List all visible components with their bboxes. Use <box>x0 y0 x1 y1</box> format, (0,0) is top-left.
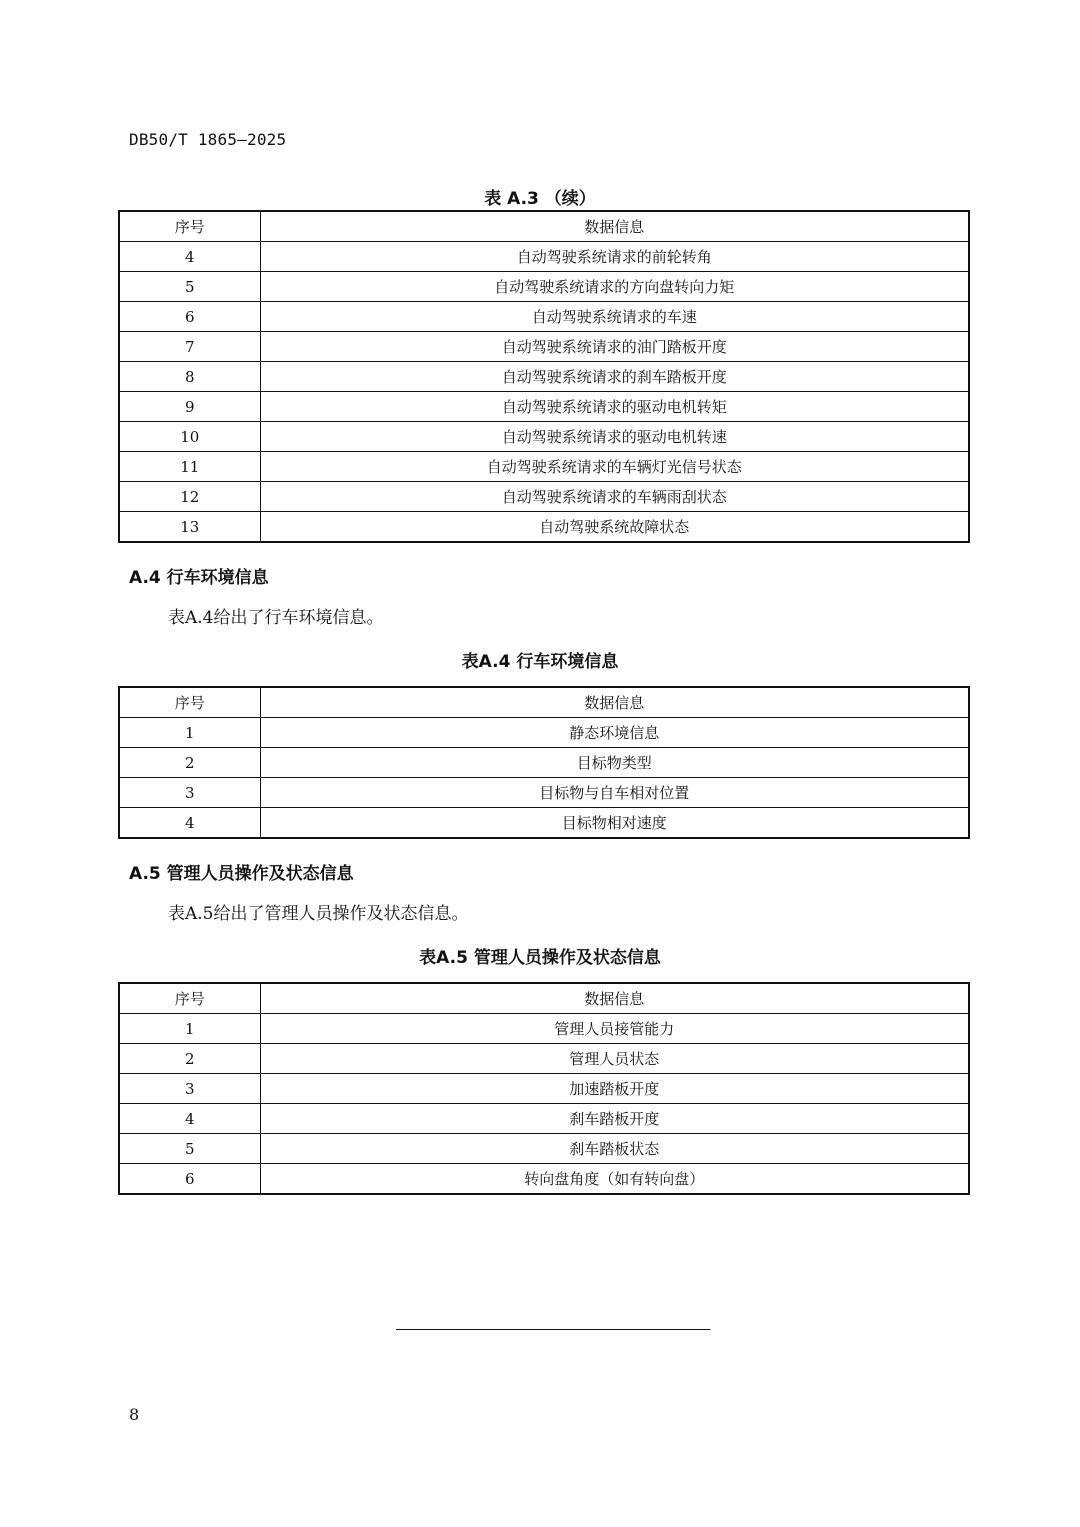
table-a4 <box>118 686 970 839</box>
row-data-cell: 刹车踏板开度 <box>260 1104 969 1134</box>
row-data-cell: 目标物类型 <box>260 748 969 778</box>
row-data-cell: 自动驾驶系统请求的方向盘转向力矩 <box>260 272 969 302</box>
table-row <box>119 1044 969 1074</box>
table-row <box>119 272 969 302</box>
table-header-row <box>119 983 969 1014</box>
row-index-cell: 13 <box>119 512 260 543</box>
row-data-cell: 目标物相对速度 <box>260 808 969 839</box>
row-data-cell: 转向盘角度（如有转向盘） <box>260 1164 969 1195</box>
section-a4-heading: A.4 行车环境信息 <box>129 568 269 588</box>
row-index-cell: 2 <box>119 748 260 778</box>
row-index-cell: 5 <box>119 1134 260 1164</box>
table-row <box>119 242 969 272</box>
row-data-cell: 自动驾驶系统请求的车辆灯光信号状态 <box>260 452 969 482</box>
table-row <box>119 1074 969 1104</box>
row-index-cell: 12 <box>119 482 260 512</box>
column-header-data: 数据信息 <box>260 211 969 242</box>
table-row <box>119 1164 969 1195</box>
row-data-cell: 自动驾驶系统请求的车速 <box>260 302 969 332</box>
table-row <box>119 808 969 839</box>
table-row <box>119 748 969 778</box>
table-a5-caption: 表A.5 管理人员操作及状态信息 <box>419 948 661 968</box>
column-header-index: 序号 <box>119 687 260 718</box>
table-row <box>119 302 969 332</box>
row-index-cell: 4 <box>119 242 260 272</box>
table-header-row <box>119 211 969 242</box>
row-index-cell: 5 <box>119 272 260 302</box>
row-index-cell: 11 <box>119 452 260 482</box>
column-header-data: 数据信息 <box>260 687 969 718</box>
table-row <box>119 392 969 422</box>
row-index-cell: 2 <box>119 1044 260 1074</box>
table-row <box>119 1014 969 1044</box>
table-row <box>119 422 969 452</box>
table-header-row <box>119 687 969 718</box>
table-a3-caption: 表 A.3 （续） <box>484 189 596 209</box>
row-data-cell: 自动驾驶系统请求的油门踏板开度 <box>260 332 969 362</box>
table-row <box>119 778 969 808</box>
row-data-cell: 自动驾驶系统请求的前轮转角 <box>260 242 969 272</box>
row-index-cell: 10 <box>119 422 260 452</box>
footer-divider <box>396 1329 710 1330</box>
row-index-cell: 4 <box>119 1104 260 1134</box>
section-a5-heading: A.5 管理人员操作及状态信息 <box>129 864 354 884</box>
table-row <box>119 332 969 362</box>
table-a4-caption: 表A.4 行车环境信息 <box>461 652 619 672</box>
row-data-cell: 静态环境信息 <box>260 718 969 748</box>
row-data-cell: 管理人员状态 <box>260 1044 969 1074</box>
table-a3 <box>118 210 970 543</box>
page-number: 8 <box>129 1405 140 1424</box>
section-a4-paragraph: 表A.4给出了行车环境信息。 <box>168 608 384 628</box>
row-index-cell: 6 <box>119 1164 260 1195</box>
table-row <box>119 452 969 482</box>
row-data-cell: 加速踏板开度 <box>260 1074 969 1104</box>
table-row <box>119 1134 969 1164</box>
row-index-cell: 3 <box>119 1074 260 1104</box>
row-index-cell: 1 <box>119 1014 260 1044</box>
column-header-index: 序号 <box>119 211 260 242</box>
row-index-cell: 6 <box>119 302 260 332</box>
row-index-cell: 8 <box>119 362 260 392</box>
row-data-cell: 自动驾驶系统请求的车辆雨刮状态 <box>260 482 969 512</box>
table-a5 <box>118 982 970 1195</box>
table-row <box>119 512 969 543</box>
row-index-cell: 3 <box>119 778 260 808</box>
row-data-cell: 目标物与自车相对位置 <box>260 778 969 808</box>
section-a5-paragraph: 表A.5给出了管理人员操作及状态信息。 <box>168 904 469 924</box>
row-data-cell: 管理人员接管能力 <box>260 1014 969 1044</box>
row-data-cell: 自动驾驶系统故障状态 <box>260 512 969 543</box>
column-header-data: 数据信息 <box>260 983 969 1014</box>
row-index-cell: 1 <box>119 718 260 748</box>
row-index-cell: 4 <box>119 808 260 839</box>
row-index-cell: 9 <box>119 392 260 422</box>
table-row <box>119 482 969 512</box>
row-index-cell: 7 <box>119 332 260 362</box>
row-data-cell: 刹车踏板状态 <box>260 1134 969 1164</box>
row-data-cell: 自动驾驶系统请求的驱动电机转速 <box>260 422 969 452</box>
table-row <box>119 1104 969 1134</box>
row-data-cell: 自动驾驶系统请求的刹车踏板开度 <box>260 362 969 392</box>
table-row <box>119 362 969 392</box>
column-header-index: 序号 <box>119 983 260 1014</box>
row-data-cell: 自动驾驶系统请求的驱动电机转矩 <box>260 392 969 422</box>
table-row <box>119 718 969 748</box>
document-code: DB50/T 1865—2025 <box>129 130 287 149</box>
